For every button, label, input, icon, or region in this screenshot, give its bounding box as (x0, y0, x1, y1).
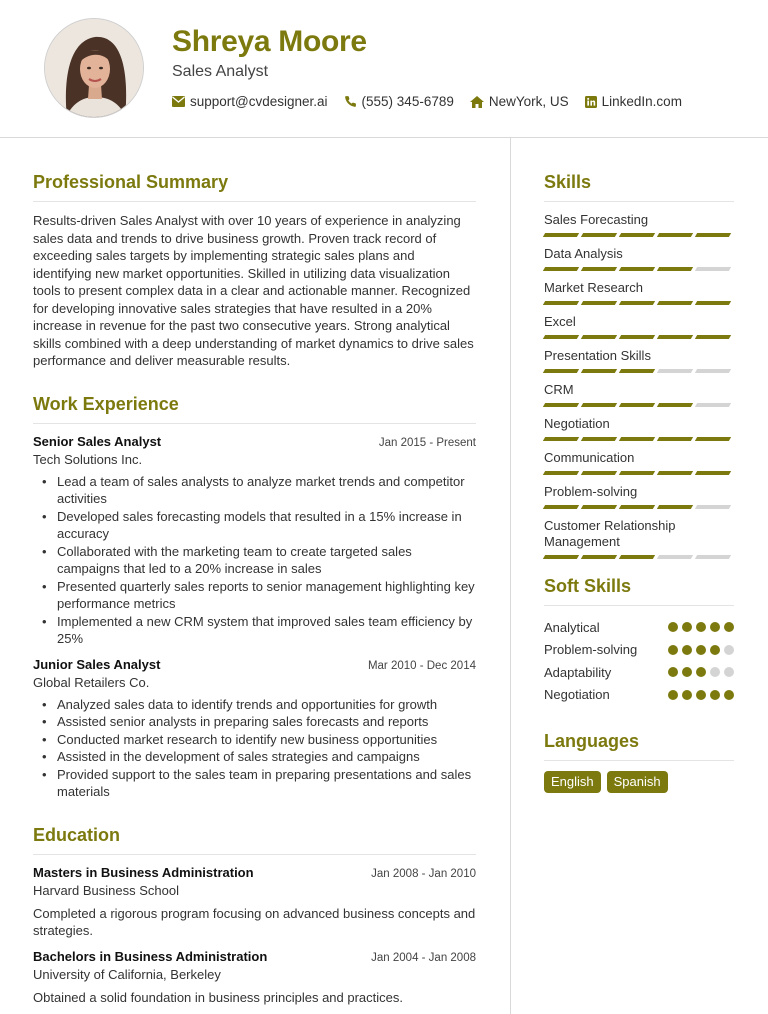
rating-segment (581, 369, 617, 373)
rating-segment (581, 267, 617, 271)
skill-name: Sales Forecasting (544, 212, 649, 227)
rating-dot (668, 622, 678, 632)
soft-skill-rating (668, 645, 734, 655)
rating-dot (710, 622, 720, 632)
rating-dot (682, 667, 692, 677)
skill-name: Data Analysis (544, 246, 623, 261)
envelope-icon (172, 96, 185, 107)
rating-segment (581, 301, 617, 305)
job-bullets (33, 473, 476, 648)
rating-dot (710, 690, 720, 700)
contact-linkedin-text: LinkedIn.com (601, 94, 682, 109)
rating-segment (581, 437, 617, 441)
rating-dot (724, 690, 734, 700)
education-date: Jan 2004 - Jan 2008 (371, 951, 476, 964)
linkedin-icon (585, 96, 597, 108)
rating-dot (724, 645, 734, 655)
bullet-item: • Assisted in the development of sales strategies and campaigns (33, 748, 476, 766)
rating-dot (696, 690, 706, 700)
education-entry (33, 865, 476, 940)
rating-segment (657, 267, 693, 271)
bullet-item: • Presented quarterly sales reports to senior management highlighting key performance metrics (33, 578, 476, 613)
rating-segment (619, 471, 655, 475)
bullet-item: • Developed sales forecasting models that resulted in a 15% increase in accuracy (33, 508, 476, 543)
skill-name: Presentation Skills (544, 348, 651, 363)
bullet-item: • Assisted senior analysts in preparing sales forecasts and reports (33, 713, 476, 731)
education-heading: Education (33, 825, 476, 855)
rating-segment (543, 301, 579, 305)
rating-segment (581, 335, 617, 339)
job-entry (33, 657, 476, 801)
contact-location (470, 94, 569, 109)
rating-segment (543, 437, 579, 441)
rating-segment (657, 233, 693, 237)
sidebar-column (544, 138, 734, 793)
skill-rating-bar (544, 471, 734, 475)
rating-segment (657, 471, 693, 475)
rating-segment (619, 233, 655, 237)
language-badge: English (544, 771, 601, 793)
contact-linkedin[interactable] (585, 94, 682, 109)
rating-segment (619, 335, 655, 339)
skill-name: Communication (544, 450, 635, 465)
rating-segment (581, 471, 617, 475)
rating-segment (619, 267, 655, 271)
phone-icon (344, 95, 357, 108)
skill-name: Customer Relationship Management (544, 518, 676, 549)
soft-skill-rating (668, 690, 734, 700)
rating-segment (657, 369, 693, 373)
rating-segment (657, 555, 693, 559)
school-name: University of California, Berkeley (33, 966, 221, 982)
bullet-item: • Provided support to the sales team in preparing presentations and sales materials (33, 766, 476, 801)
contact-location-text: NewYork, US (488, 94, 569, 109)
contact-phone-text: (555) 345-6789 (361, 94, 454, 109)
rating-dot (682, 622, 692, 632)
skill-name: Excel (544, 314, 576, 329)
rating-segment (619, 403, 655, 407)
skill-rating-bar (544, 403, 734, 407)
skill-rating-bar (544, 437, 734, 441)
job-entry (33, 434, 476, 648)
rating-segment (695, 335, 731, 339)
skill-name: Market Research (544, 280, 643, 295)
rating-segment (543, 369, 579, 373)
languages-heading: Languages (544, 731, 734, 761)
rating-segment (543, 505, 579, 509)
skill-rating-bar (544, 335, 734, 339)
contact-email-text: support@cvdesigner.ai (190, 94, 328, 109)
skill-rating-bar (544, 369, 734, 373)
soft-skill-name: Negotiation (544, 687, 610, 703)
soft-skill-row (544, 661, 734, 684)
languages-list (544, 771, 734, 793)
skill-name: Negotiation (544, 416, 610, 431)
summary-heading: Professional Summary (33, 172, 476, 202)
summary-section (33, 172, 476, 370)
rating-segment (619, 301, 655, 305)
education-date: Jan 2008 - Jan 2010 (371, 867, 476, 880)
rating-dot (724, 667, 734, 677)
education-entry (33, 949, 476, 1007)
rating-segment (657, 505, 693, 509)
rating-dot (682, 690, 692, 700)
skill-rating-bar (544, 301, 734, 305)
resume-header (0, 0, 768, 138)
rating-dot (710, 667, 720, 677)
rating-dot (696, 645, 706, 655)
education-description: Completed a rigorous program focusing on advanced business concepts and strategies. (33, 905, 476, 938)
rating-segment (581, 233, 617, 237)
job-company: Global Retailers Co. (33, 674, 150, 690)
job-bullets (33, 696, 476, 801)
job-date: Jan 2015 - Present (378, 436, 476, 449)
profile-photo (45, 19, 144, 118)
rating-segment (695, 403, 731, 407)
job-company: Tech Solutions Inc. (33, 451, 143, 467)
soft-skills-heading: Soft Skills (544, 576, 734, 606)
rating-segment (695, 233, 731, 237)
bullet-item: • Conducted market research to identify new business opportunities (33, 731, 476, 749)
rating-segment (695, 267, 731, 271)
avatar (44, 18, 144, 118)
home-icon (470, 96, 484, 108)
soft-skills-section (544, 576, 734, 706)
rating-segment (581, 403, 617, 407)
experience-heading: Work Experience (33, 394, 476, 424)
summary-text: Results-driven Sales Analyst with over 10 years of experience in analyzing sales data and trends to drive business growth. Proven track record of exceeding sales targets by implementing strategic sales plans and identifying new market opportunities. Skilled in utilizing data visualization tools to present complex data in a clear and actionable manner. Recognized for developing innovative sales strategies that have resulted in a 20% increase in revenue for the past two consecutive years. Strong analytical skills combined with a deep understanding of market dynamics to drive sales performance and deliver measurable results. (33, 213, 474, 368)
skill-name: CRM (544, 382, 574, 397)
rating-segment (619, 555, 655, 559)
school-name: Harvard Business School (33, 882, 179, 898)
rating-dot (668, 690, 678, 700)
rating-segment (619, 369, 655, 373)
rating-segment (581, 555, 617, 559)
skill-rating-bar (544, 555, 734, 559)
rating-segment (695, 471, 731, 475)
rating-segment (543, 471, 579, 475)
skill-rating-bar (544, 267, 734, 271)
rating-segment (543, 233, 579, 237)
languages-section (544, 731, 734, 793)
rating-dot (724, 622, 734, 632)
degree-title: Bachelors in Business Administration (33, 948, 268, 964)
soft-skill-name: Adaptability (544, 664, 612, 680)
language-badge: Spanish (607, 771, 668, 793)
rating-segment (657, 335, 693, 339)
skills-list (544, 212, 734, 559)
bullet-item: • Implemented a new CRM system that improved sales team efficiency by 25% (33, 613, 476, 648)
contact-email[interactable] (172, 94, 328, 109)
candidate-title: Sales Analyst (172, 63, 269, 80)
rating-segment (543, 403, 579, 407)
soft-skills-list (544, 616, 734, 706)
contact-bar (172, 94, 698, 109)
experience-section (33, 394, 476, 801)
rating-segment (543, 335, 579, 339)
job-date: Mar 2010 - Dec 2014 (367, 659, 476, 672)
skills-heading: Skills (544, 172, 734, 202)
rating-segment (657, 301, 693, 305)
rating-segment (695, 369, 731, 373)
soft-skill-row (544, 639, 734, 662)
rating-segment (619, 437, 655, 441)
rating-dot (696, 667, 706, 677)
degree-title: Masters in Business Administration (33, 864, 254, 880)
soft-skill-name: Analytical (544, 619, 600, 635)
rating-dot (668, 645, 678, 655)
rating-segment (695, 505, 731, 509)
rating-segment (695, 301, 731, 305)
rating-segment (657, 437, 693, 441)
rating-dot (668, 667, 678, 677)
job-title: Senior Sales Analyst (33, 433, 162, 449)
bullet-item: • Lead a team of sales analysts to analyze market trends and competitor activities (33, 473, 476, 508)
rating-segment (543, 555, 579, 559)
rating-segment (695, 555, 731, 559)
rating-dot (682, 645, 692, 655)
rating-segment (619, 505, 655, 509)
rating-segment (543, 267, 579, 271)
rating-segment (657, 403, 693, 407)
skill-rating-bar (544, 505, 734, 509)
rating-dot (696, 622, 706, 632)
bullet-item: • Analyzed sales data to identify trends and opportunities for growth (33, 696, 476, 714)
education-description: Obtained a solid foundation in business principles and practices. (33, 989, 404, 1005)
soft-skill-rating (668, 622, 734, 632)
soft-skill-name: Problem-solving (544, 642, 638, 658)
rating-segment (581, 505, 617, 509)
soft-skill-row (544, 684, 734, 707)
main-column (33, 138, 476, 1006)
soft-skill-rating (668, 667, 734, 677)
skill-name: Problem-solving (544, 484, 638, 499)
skills-section (544, 172, 734, 559)
candidate-name: Shreya Moore (172, 25, 367, 58)
skill-rating-bar (544, 233, 734, 237)
rating-segment (695, 437, 731, 441)
job-title: Junior Sales Analyst (33, 656, 161, 672)
contact-phone[interactable] (344, 94, 454, 109)
bullet-item: • Collaborated with the marketing team to create targeted sales campaigns that led to a 20% increase in sales (33, 543, 476, 578)
soft-skill-row (544, 616, 734, 639)
column-divider (510, 138, 511, 1014)
rating-dot (710, 645, 720, 655)
education-section (33, 825, 476, 1007)
